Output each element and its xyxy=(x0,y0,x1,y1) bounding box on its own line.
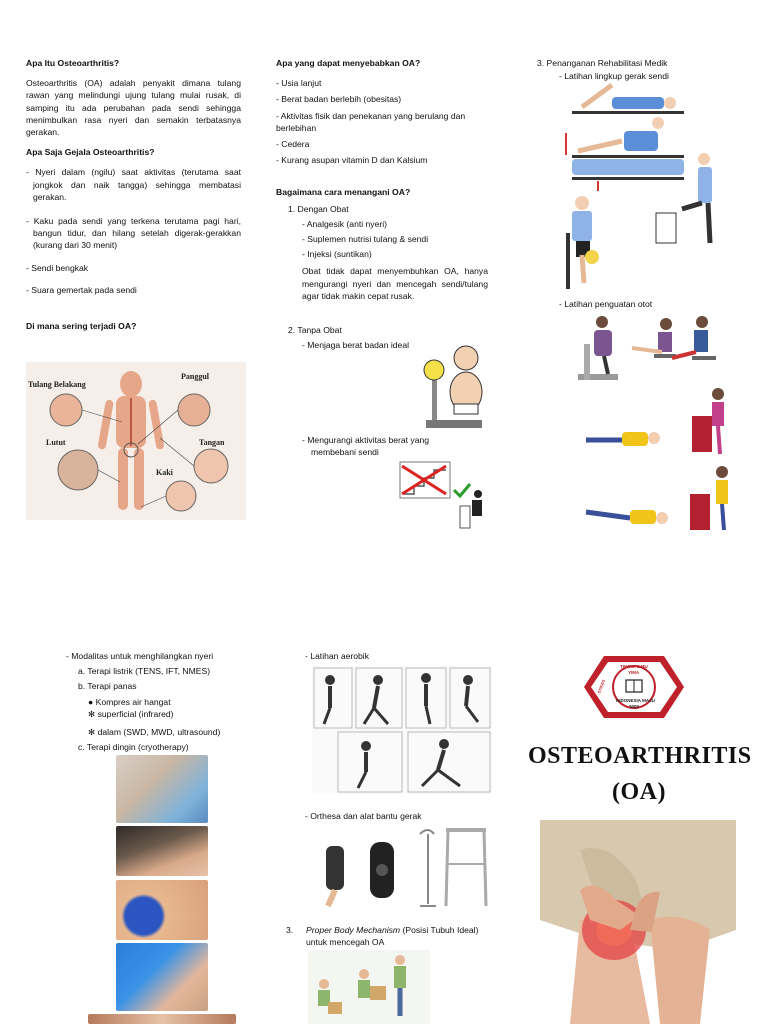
photo-electrical-therapy xyxy=(116,755,208,823)
cause-item: - Cedera xyxy=(276,139,310,150)
drug-item: - Suplemen nutrisi tulang & sendi xyxy=(302,234,429,245)
cover-title-line1: OSTEOARTHRITIS xyxy=(528,743,752,769)
cover-title-line2: (OA) xyxy=(612,779,666,805)
institution-logo xyxy=(582,654,686,720)
orthosis-aids-illustration xyxy=(316,824,494,914)
drug-item: - Injeksi (suntikan) xyxy=(302,249,372,260)
symptom-item: - Sendi bengkak xyxy=(26,262,89,273)
photo-bottom-strip xyxy=(88,1014,236,1024)
logo-text-bottom: INDONESIA MAJU xyxy=(616,698,655,703)
cause-item: - Berat badan berlebih (obesitas) xyxy=(276,94,402,105)
heading-what-is-oa: Apa Itu Osteoarthritis? xyxy=(26,58,120,68)
symptom-item: - Kaku pada sendi yang terkena terutama pagi hari, bangun tidur, dan hilang setelah digerak-gerakkan (kurang dari 30 menit) xyxy=(26,216,241,251)
photo-cold-therapy xyxy=(116,943,208,1011)
heading-where-oa: Di mana sering terjadi OA? xyxy=(26,321,137,332)
knee-pain-photo xyxy=(540,820,736,1024)
joint-location-diagram xyxy=(26,362,246,520)
label-spine: Tulang Belakang xyxy=(28,380,86,389)
heat-item-superficial: ✻ superficial (infrared) xyxy=(88,708,174,719)
nodrug-item-weight: - Menjaga berat badan ideal xyxy=(302,340,410,351)
symptom-item: - Nyeri dalam (ngilu) saat aktivitas (terutama saat jongkok dan naik tangga) sehingga membatasi gerakan. xyxy=(26,167,241,202)
col-what-is-oa xyxy=(26,57,241,340)
drug-heading: 1. Dengan Obat xyxy=(288,203,349,214)
col-rehab xyxy=(537,57,757,82)
star-bullet-icon: ✻ xyxy=(88,708,98,719)
photo-heat-therapy xyxy=(116,826,208,876)
heat-item-warm-compress: ● Kompres air hangat xyxy=(88,696,171,707)
heat-item-deep: ✻ dalam (SWD, MWD, ultrasound) xyxy=(88,727,221,738)
label-hip: Panggul xyxy=(181,372,210,381)
nodrug-item-activity: - Mengurangi aktivitas berat yang membebani sendi xyxy=(302,435,430,458)
cause-item: - Kurang asupan vitamin D dan Kalsium xyxy=(276,155,428,166)
col-causes-treatment xyxy=(276,57,488,351)
strength-exercise-illustration xyxy=(568,314,740,534)
heading-symptoms: Apa Saja Gejala Osteoarthritis? xyxy=(26,147,155,158)
modality-heat: b. Terapi panas xyxy=(78,681,137,692)
bullet-icon: ● xyxy=(88,696,96,707)
heading-treatment: Bagaimana cara menangani OA? xyxy=(276,187,411,198)
nodrug-heading: 2. Tanpa Obat xyxy=(288,325,342,336)
aerobic-exercise-illustration xyxy=(312,666,492,794)
logo-text-left: STIKES xyxy=(596,678,607,695)
photo-ultrasound-therapy xyxy=(116,880,208,940)
definition-text: Osteoarthritis (OA) adalah penyakit dimana tulang rawan yang melindungi ujung tulang mulai rusak, di samping itu ada perubahan pada sendi sehingga menimbulkan rasa nyeri dan semakin terbatasnya gerakan. xyxy=(26,78,241,138)
label-foot: Kaki xyxy=(156,468,173,477)
symptom-item: - Suara gemertak pada sendi xyxy=(26,284,137,295)
star-bullet-icon: ✻ xyxy=(88,727,98,738)
logo-text-top: TINGGI ILMU xyxy=(620,664,648,669)
drug-note: Obat tidak dapat menyembuhkan OA, hanya mengurangi nyeri dan mencegah sendi/tulang agar tidak makin cepat rusak. xyxy=(302,266,488,301)
label-hand: Tangan xyxy=(199,438,225,447)
logo-text-top-2: YIMA xyxy=(628,670,640,675)
modality-electric: a. Terapi listrik (TENS, IFT, NMES) xyxy=(78,666,211,677)
strength-label: - Latihan penguatan otot xyxy=(559,299,653,309)
heading-causes: Apa yang dapat menyebabkan OA? xyxy=(276,58,421,68)
modalities-heading: - Modalitas untuk menghilangkan nyeri xyxy=(66,651,214,661)
rom-label: - Latihan lingkup gerak sendi xyxy=(559,71,669,82)
modality-cold: c. Terapi dingin (cryotherapy) xyxy=(78,742,189,753)
cause-item: - Usia lanjut xyxy=(276,78,322,89)
label-knee: Lutut xyxy=(46,438,66,447)
pbm-italic: Proper Body Mechanism xyxy=(306,925,401,935)
col-modalities xyxy=(66,650,266,753)
aerobic-label: - Latihan aerobik xyxy=(305,651,370,661)
drug-item: - Analgesik (anti nyeri) xyxy=(302,218,388,229)
pbm-text xyxy=(286,924,486,948)
rehab-heading: 3. Penanganan Rehabilitasi Medik xyxy=(537,58,668,68)
orthosis-label: - Orthesa dan alat bantu gerak xyxy=(305,811,422,821)
stairs-vs-sitting-illustration xyxy=(396,460,490,534)
cause-item: - Aktivitas fisik dan penekanan yang berulang dan berlebihan xyxy=(276,110,466,133)
pbm-number: 3. xyxy=(286,925,294,935)
weight-scale-illustration xyxy=(420,342,488,430)
pbm-rest: (Posisi Tubuh Ideal) untuk mencegah OA xyxy=(306,925,479,948)
body-mechanics-illustration xyxy=(308,950,430,1024)
rom-exercise-illustration xyxy=(562,83,732,293)
logo-year: 2000 xyxy=(629,704,640,709)
